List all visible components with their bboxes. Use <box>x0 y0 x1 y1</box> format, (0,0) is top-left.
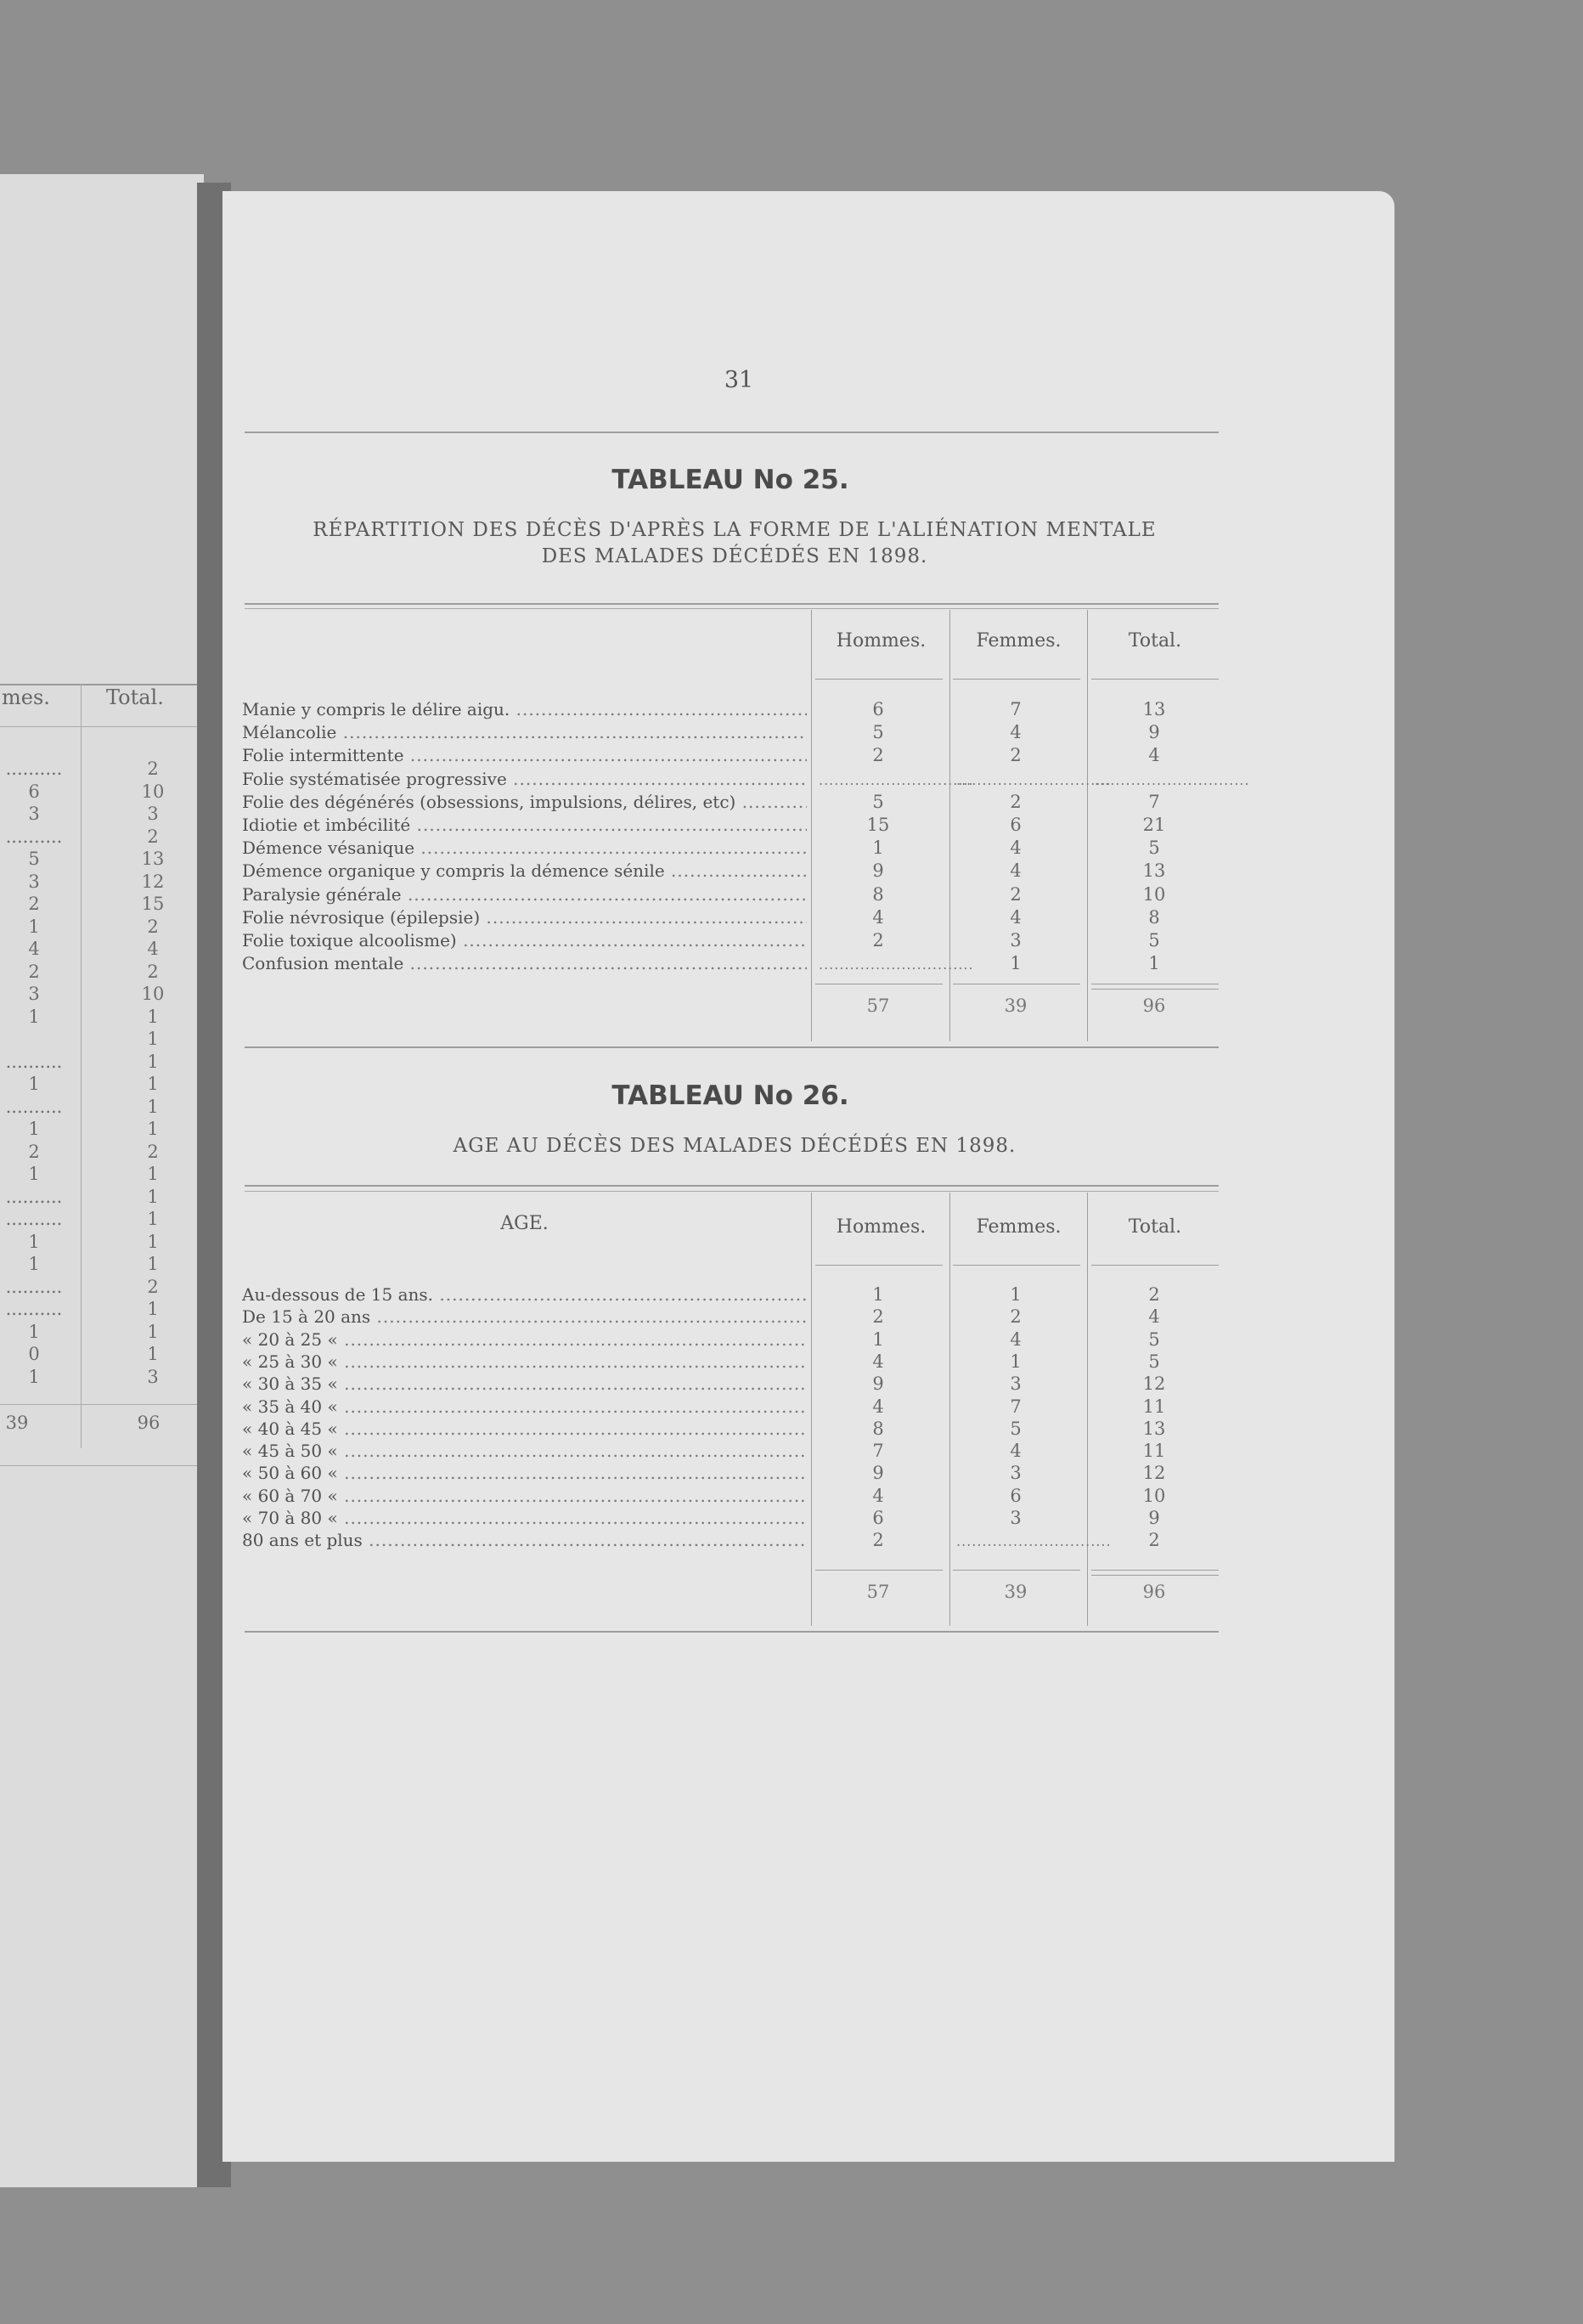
table25-row-label: Démence vésanique ..... <box>242 838 807 859</box>
table26-cell-femmes: 2 <box>1010 1306 1022 1327</box>
table25-total-hommes: 57 <box>866 996 890 1016</box>
left-cell-femmes: 3 <box>28 984 40 1004</box>
table25-cell-total: 4 <box>1148 745 1160 765</box>
table26-header-underline-h <box>815 1265 943 1266</box>
table25-row-label: Idiotie et imbécilité ..... <box>242 815 807 836</box>
left-cell-femmes: .......... <box>5 1277 63 1297</box>
left-header-femmes: mes. <box>2 685 50 709</box>
table25-total-femmes: 39 <box>1004 996 1028 1016</box>
table26-cell-hommes: 4 <box>872 1351 884 1372</box>
table25-cell-hommes: 5 <box>872 792 884 812</box>
table26-sum-rule-f <box>953 1570 1080 1571</box>
left-cell-femmes: .......... <box>5 826 63 847</box>
table25-total-total: 96 <box>1142 996 1166 1016</box>
table26-cell-total: 5 <box>1148 1329 1160 1350</box>
table25-row-label: Mélancolie ..... <box>242 722 807 743</box>
table26-col-sep-2 <box>949 1193 950 1626</box>
left-cell-femmes: 6 <box>28 781 40 802</box>
table25-cell-total: 9 <box>1148 722 1160 742</box>
table26-cell-hommes: 1 <box>872 1329 884 1350</box>
left-cell-total: 10 <box>141 984 165 1004</box>
table25-subtitle-line1: RÉPARTITION DES DÉCÈS D'APRÈS LA FORME DE L'ALIÉNATION MENTALE <box>313 519 1157 541</box>
header-rule <box>245 432 1219 433</box>
left-cell-femmes: 1 <box>28 917 40 937</box>
table25-row-label: Paralysie générale ..... <box>242 884 807 905</box>
left-cell-total: 1 <box>147 1344 159 1364</box>
left-cell-total: 15 <box>141 894 165 914</box>
left-cell-femmes: .......... <box>5 1097 63 1117</box>
table25-cell-hommes: 6 <box>872 699 884 719</box>
table26-row-label: De 15 à 20 ans ..... <box>242 1306 807 1328</box>
table26-cell-femmes: 6 <box>1010 1486 1022 1506</box>
table26-cell-total: 12 <box>1142 1374 1166 1394</box>
table26-cell-hommes: 4 <box>872 1486 884 1506</box>
left-cell-total: 3 <box>147 804 159 824</box>
left-cell-femmes: 3 <box>28 872 40 892</box>
table25-top-rule-thin <box>245 608 1219 609</box>
table25-empty-cell-dots: .............................. <box>956 772 1112 788</box>
table26-cell-hommes: 6 <box>872 1508 884 1528</box>
table26-row-label: « 45 à 50 « ..... <box>242 1441 807 1462</box>
table25-header-underline-f <box>953 679 1080 680</box>
table26-cell-hommes: 2 <box>872 1530 884 1550</box>
table25-sum-rule-t2 <box>1091 989 1219 990</box>
left-cell-femmes: .......... <box>5 1299 63 1319</box>
table26-cell-hommes: 2 <box>872 1306 884 1327</box>
table26-cell-total: 2 <box>1148 1284 1160 1305</box>
left-cell-total: 1 <box>147 1187 159 1207</box>
table25-col-sep-3 <box>1087 610 1088 1041</box>
table26-row-label: « 30 à 35 « ..... <box>242 1374 807 1395</box>
table26-row-label: 80 ans et plus ..... <box>242 1530 807 1551</box>
table26-cell-total: 5 <box>1148 1351 1160 1372</box>
table25-row-label: Folie systématisée progressive ..... <box>242 769 807 790</box>
table25-row-label: Folie intermittente ..... <box>242 745 807 766</box>
left-cell-femmes: 1 <box>28 1254 40 1274</box>
table26-empty-cell-dots: .............................. <box>956 1533 1112 1549</box>
left-cell-femmes: 1 <box>28 1074 40 1094</box>
table26-row-label: « 25 à 30 « ..... <box>242 1351 807 1373</box>
table26-top-rule-thin <box>245 1191 1219 1192</box>
table25-cell-total: 5 <box>1148 838 1160 858</box>
left-cell-total: 12 <box>141 872 165 892</box>
table25-cell-hommes: 1 <box>872 838 884 858</box>
table26-cell-hommes: 7 <box>872 1441 884 1461</box>
table25-cell-hommes: 15 <box>866 815 890 835</box>
table26-cell-femmes: 3 <box>1010 1463 1022 1483</box>
left-cell-femmes: 1 <box>28 1119 40 1139</box>
left-cell-femmes: 2 <box>28 962 40 982</box>
table26-cell-hommes: 4 <box>872 1396 884 1417</box>
table25-header-femmes: Femmes. <box>976 630 1062 652</box>
table26-sum-rule-t <box>1091 1570 1219 1571</box>
table26-sum-rule-h <box>815 1570 943 1571</box>
table25-cell-hommes: 2 <box>872 930 884 950</box>
table26-col-sep-1 <box>811 1193 812 1626</box>
left-cell-total: 2 <box>147 962 159 982</box>
table26-cell-total: 11 <box>1142 1441 1166 1461</box>
left-cell-total: 1 <box>147 1074 159 1094</box>
table25-cell-femmes: 2 <box>1010 745 1022 765</box>
table25-row-label: Folie des dégénérés (obsessions, impulsions, délires, etc) ..... <box>242 792 807 813</box>
table25-empty-cell-dots: .............................. <box>819 956 974 973</box>
left-cell-total: 1 <box>147 1209 159 1229</box>
table26-cell-hommes: 9 <box>872 1374 884 1394</box>
table26-header-underline-t <box>1091 1265 1219 1266</box>
table25-row-label: Folie névrosique (épilepsie) ..... <box>242 907 807 928</box>
table25-cell-hommes: 8 <box>872 884 884 905</box>
left-cell-femmes: 1 <box>28 1367 40 1387</box>
table25-cell-femmes: 4 <box>1010 907 1022 928</box>
table25-header-underline-t <box>1091 679 1219 680</box>
left-cell-total: 2 <box>147 1277 159 1297</box>
table26-sum-rule-t2 <box>1091 1575 1219 1576</box>
table25-col-sep-1 <box>811 610 812 1041</box>
table26-header-total: Total. <box>1128 1216 1182 1238</box>
table26-total-femmes: 39 <box>1004 1582 1028 1602</box>
table26-label-header: AGE. <box>500 1213 549 1234</box>
table26-cell-femmes: 5 <box>1010 1419 1022 1439</box>
left-cell-total: 1 <box>147 1119 159 1139</box>
table26-cell-total: 10 <box>1142 1486 1166 1506</box>
table26-cell-total: 13 <box>1142 1419 1166 1439</box>
table26-cell-total: 2 <box>1148 1530 1160 1550</box>
left-cell-total: 1 <box>147 1299 159 1319</box>
table26-header-underline-f <box>953 1265 1080 1266</box>
table25-title: TABLEAU No 25. <box>611 465 849 495</box>
left-cell-femmes: .......... <box>5 1209 63 1229</box>
table26-row-label: « 40 à 45 « ..... <box>242 1419 807 1440</box>
table26-col-sep-3 <box>1087 1193 1088 1626</box>
table26-row-label: « 50 à 60 « ..... <box>242 1463 807 1484</box>
table25-cell-total: 13 <box>1142 860 1166 881</box>
table26-cell-total: 11 <box>1142 1396 1166 1417</box>
table26-row-label: « 20 à 25 « ..... <box>242 1329 807 1351</box>
table26-cell-total: 12 <box>1142 1463 1166 1483</box>
table26-cell-hommes: 1 <box>872 1284 884 1305</box>
left-cell-femmes: 2 <box>28 1142 40 1162</box>
left-cell-femmes: 2 <box>28 894 40 914</box>
table25-empty-cell-dots: .............................. <box>819 772 974 788</box>
left-cell-total: 1 <box>147 1007 159 1027</box>
table25-row-label: Démence organique y compris la démence sénile ..... <box>242 860 807 882</box>
table25-cell-femmes: 4 <box>1010 860 1022 881</box>
left-cell-femmes: .......... <box>5 759 63 779</box>
table25-cell-total: 1 <box>1148 953 1160 973</box>
table26-row-label: « 35 à 40 « ..... <box>242 1396 807 1418</box>
left-cell-femmes: 4 <box>28 939 40 959</box>
table26-cell-total: 4 <box>1148 1306 1160 1327</box>
left-cell-femmes: 1 <box>28 1322 40 1342</box>
left-cell-total: 2 <box>147 759 159 779</box>
table25-header-total: Total. <box>1128 630 1182 652</box>
table26-row-label: Au-dessous de 15 ans. ..... <box>242 1284 807 1306</box>
left-cell-femmes: 1 <box>28 1164 40 1184</box>
left-cell-total: 1 <box>147 1029 159 1049</box>
table25-cell-total: 21 <box>1142 815 1166 835</box>
left-table-end-rule <box>0 1465 200 1466</box>
left-cell-total: 1 <box>147 1232 159 1252</box>
left-total-femmes: 39 <box>5 1413 29 1433</box>
left-total-rule <box>0 1404 200 1405</box>
left-cell-total: 4 <box>147 939 159 959</box>
table25-cell-hommes: 2 <box>872 745 884 765</box>
table25-cell-femmes: 2 <box>1010 792 1022 812</box>
table25-cell-total: 13 <box>1142 699 1166 719</box>
left-cell-femmes: 5 <box>28 849 40 869</box>
table25-header-underline-h <box>815 679 943 680</box>
table26-bottom-rule <box>245 1631 1219 1633</box>
left-cell-total: 1 <box>147 1254 159 1274</box>
table26-cell-femmes: 4 <box>1010 1441 1022 1461</box>
table26-cell-femmes: 1 <box>1010 1284 1022 1305</box>
left-column-separator <box>81 684 82 1448</box>
left-cell-total: 1 <box>147 1052 159 1072</box>
left-cell-total: 2 <box>147 826 159 847</box>
left-cell-femmes: 0 <box>28 1344 40 1364</box>
left-header-total: Total. <box>106 685 164 709</box>
left-table-header-rule <box>0 726 200 727</box>
table25-cell-femmes: 4 <box>1010 722 1022 742</box>
table25-cell-femmes: 2 <box>1010 884 1022 905</box>
left-cell-total: 1 <box>147 1322 159 1342</box>
table26-row-label: « 60 à 70 « ..... <box>242 1486 807 1507</box>
table26-header-femmes: Femmes. <box>976 1216 1062 1238</box>
table25-cell-femmes: 4 <box>1010 838 1022 858</box>
table25-cell-total: 7 <box>1148 792 1160 812</box>
left-cell-total: 13 <box>141 849 165 869</box>
table26-total-hommes: 57 <box>866 1582 890 1602</box>
left-cell-total: 3 <box>147 1367 159 1387</box>
table25-top-rule <box>245 603 1219 605</box>
table25-row-label: Confusion mentale ..... <box>242 953 807 974</box>
table26-cell-hommes: 8 <box>872 1419 884 1439</box>
table25-cell-femmes: 6 <box>1010 815 1022 835</box>
left-cell-femmes: 3 <box>28 804 40 824</box>
table26-cell-hommes: 9 <box>872 1463 884 1483</box>
table25-row-label: Folie toxique alcoolisme) ..... <box>242 930 807 951</box>
table25-header-hommes: Hommes. <box>836 630 927 652</box>
table25-empty-cell-dots: .............................. <box>1095 772 1250 788</box>
table26-top-rule <box>245 1185 1219 1187</box>
table26-subtitle: AGE AU DÉCÈS DES MALADES DÉCÉDÉS EN 1898. <box>453 1135 1017 1157</box>
table26-cell-femmes: 1 <box>1010 1351 1022 1372</box>
left-cell-femmes: 1 <box>28 1007 40 1027</box>
table25-col-sep-2 <box>949 610 950 1041</box>
left-cell-total: 10 <box>141 781 165 802</box>
table26-cell-femmes: 3 <box>1010 1374 1022 1394</box>
table25-row-label: Manie y compris le délire aigu. ..... <box>242 699 807 720</box>
left-cell-total: 2 <box>147 1142 159 1162</box>
table25-cell-femmes: 1 <box>1010 953 1022 973</box>
left-cell-total: 1 <box>147 1097 159 1117</box>
table25-cell-femmes: 3 <box>1010 930 1022 950</box>
left-cell-femmes: .......... <box>5 1187 63 1207</box>
table25-cell-total: 10 <box>1142 884 1166 905</box>
table25-cell-femmes: 7 <box>1010 699 1022 719</box>
table25-cell-hommes: 4 <box>872 907 884 928</box>
table26-total-total: 96 <box>1142 1582 1166 1602</box>
left-cell-femmes: .......... <box>5 1052 63 1072</box>
table25-cell-total: 5 <box>1148 930 1160 950</box>
table25-cell-hommes: 9 <box>872 860 884 881</box>
table26-cell-femmes: 3 <box>1010 1508 1022 1528</box>
table25-subtitle-line2: DES MALADES DÉCÉDÉS EN 1898. <box>541 545 928 567</box>
left-cell-femmes: 1 <box>28 1232 40 1252</box>
table26-cell-total: 9 <box>1148 1508 1160 1528</box>
table25-cell-total: 8 <box>1148 907 1160 928</box>
table26-title: TABLEAU No 26. <box>611 1080 849 1111</box>
table25-cell-hommes: 5 <box>872 722 884 742</box>
table26-cell-femmes: 4 <box>1010 1329 1022 1350</box>
page-number: 31 <box>724 367 754 393</box>
table26-row-label: « 70 à 80 « ..... <box>242 1508 807 1529</box>
table26-header-hommes: Hommes. <box>836 1216 927 1238</box>
table25-bottom-rule <box>245 1046 1219 1048</box>
left-page-fragment <box>0 174 204 2187</box>
table26-cell-femmes: 7 <box>1010 1396 1022 1417</box>
left-total-total: 96 <box>137 1413 161 1433</box>
left-cell-total: 2 <box>147 917 159 937</box>
left-cell-total: 1 <box>147 1164 159 1184</box>
